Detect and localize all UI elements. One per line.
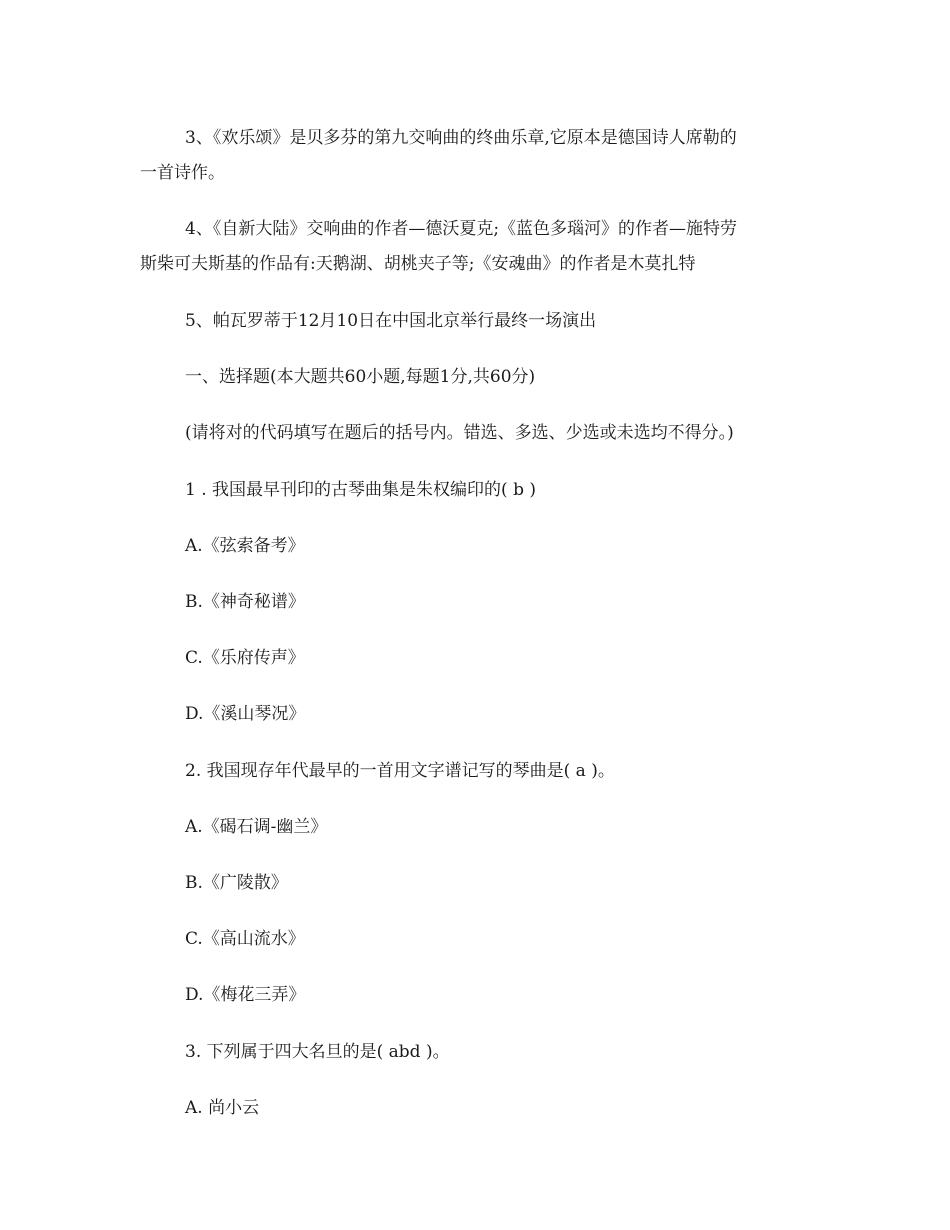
paragraph-4-line-1: 4、《自新大陆》交响曲的作者—德沃夏克;《蓝色多瑙河》的作者—施特劳 <box>185 219 738 239</box>
question-1-option-b: B.《神奇秘谱》 <box>185 592 305 612</box>
question-2-option-b: B.《广陵散》 <box>185 873 288 893</box>
question-2-option-c: C.《高山流水》 <box>185 929 305 949</box>
question-1-option-c: C.《乐府传声》 <box>185 648 305 668</box>
paragraph-3-line-1: 3、《欢乐颂》是贝多芬的第九交响曲的终曲乐章,它原本是德国诗人席勒的 <box>185 128 737 148</box>
section-instruction: (请将对的代码填写在题后的括号内。错选、多选、少选或未选均不得分。) <box>185 423 734 443</box>
question-1-stem: 1 . 我国最早刊印的古琴曲集是朱权编印的( b ) <box>185 480 536 500</box>
paragraph-4-line-2: 斯柴可夫斯基的作品有:天鹅湖、胡桃夹子等;《安魂曲》的作者是木莫扎特 <box>140 254 696 274</box>
question-2-stem: 2. 我国现存年代最早的一首用文字谱记写的琴曲是( a )。 <box>185 761 615 781</box>
question-2-option-d: D.《梅花三弄》 <box>185 985 306 1005</box>
question-1-option-d: D.《溪山琴况》 <box>185 704 306 724</box>
paragraph-3-line-2: 一首诗作。 <box>140 163 225 183</box>
question-3-stem: 3. 下列属于四大名旦的是( abd )。 <box>185 1042 450 1062</box>
question-2-option-a: A.《碣石调-幽兰》 <box>185 817 328 837</box>
section-heading: 一、选择题(本大题共60小题,每题1分,共60分) <box>185 367 536 387</box>
paragraph-3 <box>140 127 820 184</box>
question-3-option-a: A. 尚小云 <box>185 1098 260 1118</box>
paragraph-4 <box>140 218 820 275</box>
paragraph-5: 5、帕瓦罗蒂于12月10日在中国北京举行最终一场演出 <box>185 311 597 331</box>
question-1-option-a: A.《弦索备考》 <box>185 536 305 556</box>
